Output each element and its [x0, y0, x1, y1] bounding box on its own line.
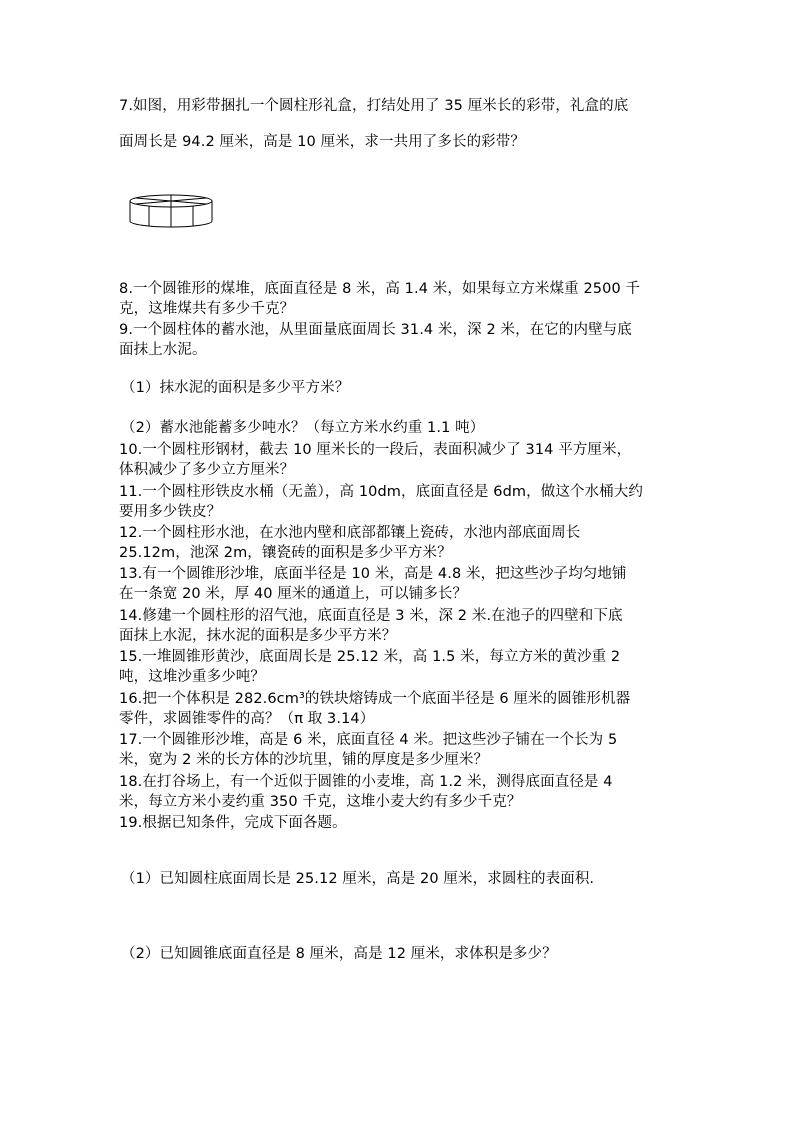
q16-line1: 16.把一个体积是 282.6cm³的铁块熔铸成一个底面半径是 6 厘米的圆锥形机器 — [119, 691, 631, 707]
q9-line2: 面抹上水泥。 — [119, 342, 207, 358]
q13-line2: 在一条宽 20 米，厚 40 厘米的通道上，可以铺多长？ — [119, 586, 468, 602]
q17-line1: 17.一个圆锥形沙堆，高是 6 米，底面直径 4 米。把这些沙子铺在一个长为 5 — [119, 732, 618, 748]
q18-line2: 米，每立方米小麦约重 350 千克，这堆小麦大约有多少千克？ — [119, 794, 522, 810]
q18-line1: 18.在打谷场上，有一个近似于圆锥的小麦堆，高 1.2 米，测得底面直径是 4 — [119, 774, 613, 790]
q10-line1: 10.一个圆柱形钢材，截去 10 厘米长的一段后，表面积减少了 314 平方厘米， — [119, 442, 632, 458]
q8-line2: 克，这堆煤共有多少千克？ — [119, 301, 295, 317]
q12-line2: 25.12m，池深 2m，镶瓷砖的面积是多少平方米？ — [119, 545, 452, 561]
q12-line1: 12.一个圆柱形水池，在水池内壁和底部都镶上瓷砖，水池内部底面周长 — [119, 525, 581, 541]
q17-line2: 米，宽为 2 米的长方体的沙坑里，铺的厚度是多少厘米？ — [119, 752, 489, 768]
q19-sub1: （1）已知圆柱底面周长是 25.12 厘米，高是 20 厘米，求圆柱的表面积. — [121, 871, 595, 887]
q15-line2: 吨，这堆沙重多少吨？ — [119, 669, 265, 685]
q14-line2: 面抹上水泥，抹水泥的面积是多少平方米？ — [119, 628, 397, 644]
q10-line2: 体积减少了多少立方厘米？ — [119, 462, 295, 478]
q11-line2: 要用多少铁皮？ — [119, 504, 222, 520]
q7-line2: 面周长是 94.2 厘米，高是 10 厘米，求一共用了多长的彩带？ — [119, 134, 525, 150]
q8-line1: 8.一个圆锥形的煤堆，底面直径是 8 米，高 1.4 米，如果每立方米煤重 2500 千 — [119, 281, 641, 297]
q9-sub1: （1）抹水泥的面积是多少平方米？ — [121, 380, 350, 396]
q7-line1: 7.如图，用彩带捆扎一个圆柱形礼盒，打结处用了 35 厘米长的彩带，礼盒的底 — [119, 98, 629, 114]
q16-line2: 零件，求圆锥零件的高？（π 取 3.14） — [119, 711, 375, 727]
q13-line1: 13.有一个圆锥形沙堆，底面半径是 10 米，高是 4.8 米，把这些沙子均匀地铺 — [119, 566, 627, 582]
cylinder-gift-box-figure — [128, 192, 214, 232]
q9-line1: 9.一个圆柱体的蓄水池，从里面量底面周长 31.4 米，深 2 米，在它的内壁与底 — [119, 322, 632, 338]
q19-sub2: （2）已知圆锥底面直径是 8 厘米，高是 12 厘米，求体积是多少？ — [121, 946, 557, 962]
q11-line1: 11.一个圆柱形铁皮水桶（无盖），高 10dm，底面直径是 6dm，做这个水桶大约 — [119, 484, 643, 500]
q15-line1: 15.一堆圆锥形黄沙，底面周长是 25.12 米，高 1.5 米，每立方米的黄沙重 2 — [119, 649, 621, 665]
q14-line1: 14.修建一个圆柱形的沼气池，底面直径是 3 米，深 2 米.在池子的四壁和下底 — [119, 608, 623, 624]
q9-sub2: （2）蓄水池能蓄多少吨水？（每立方米水约重 1.1 吨） — [121, 420, 485, 436]
q19-line1: 19.根据已知条件，完成下面各题。 — [119, 815, 347, 831]
